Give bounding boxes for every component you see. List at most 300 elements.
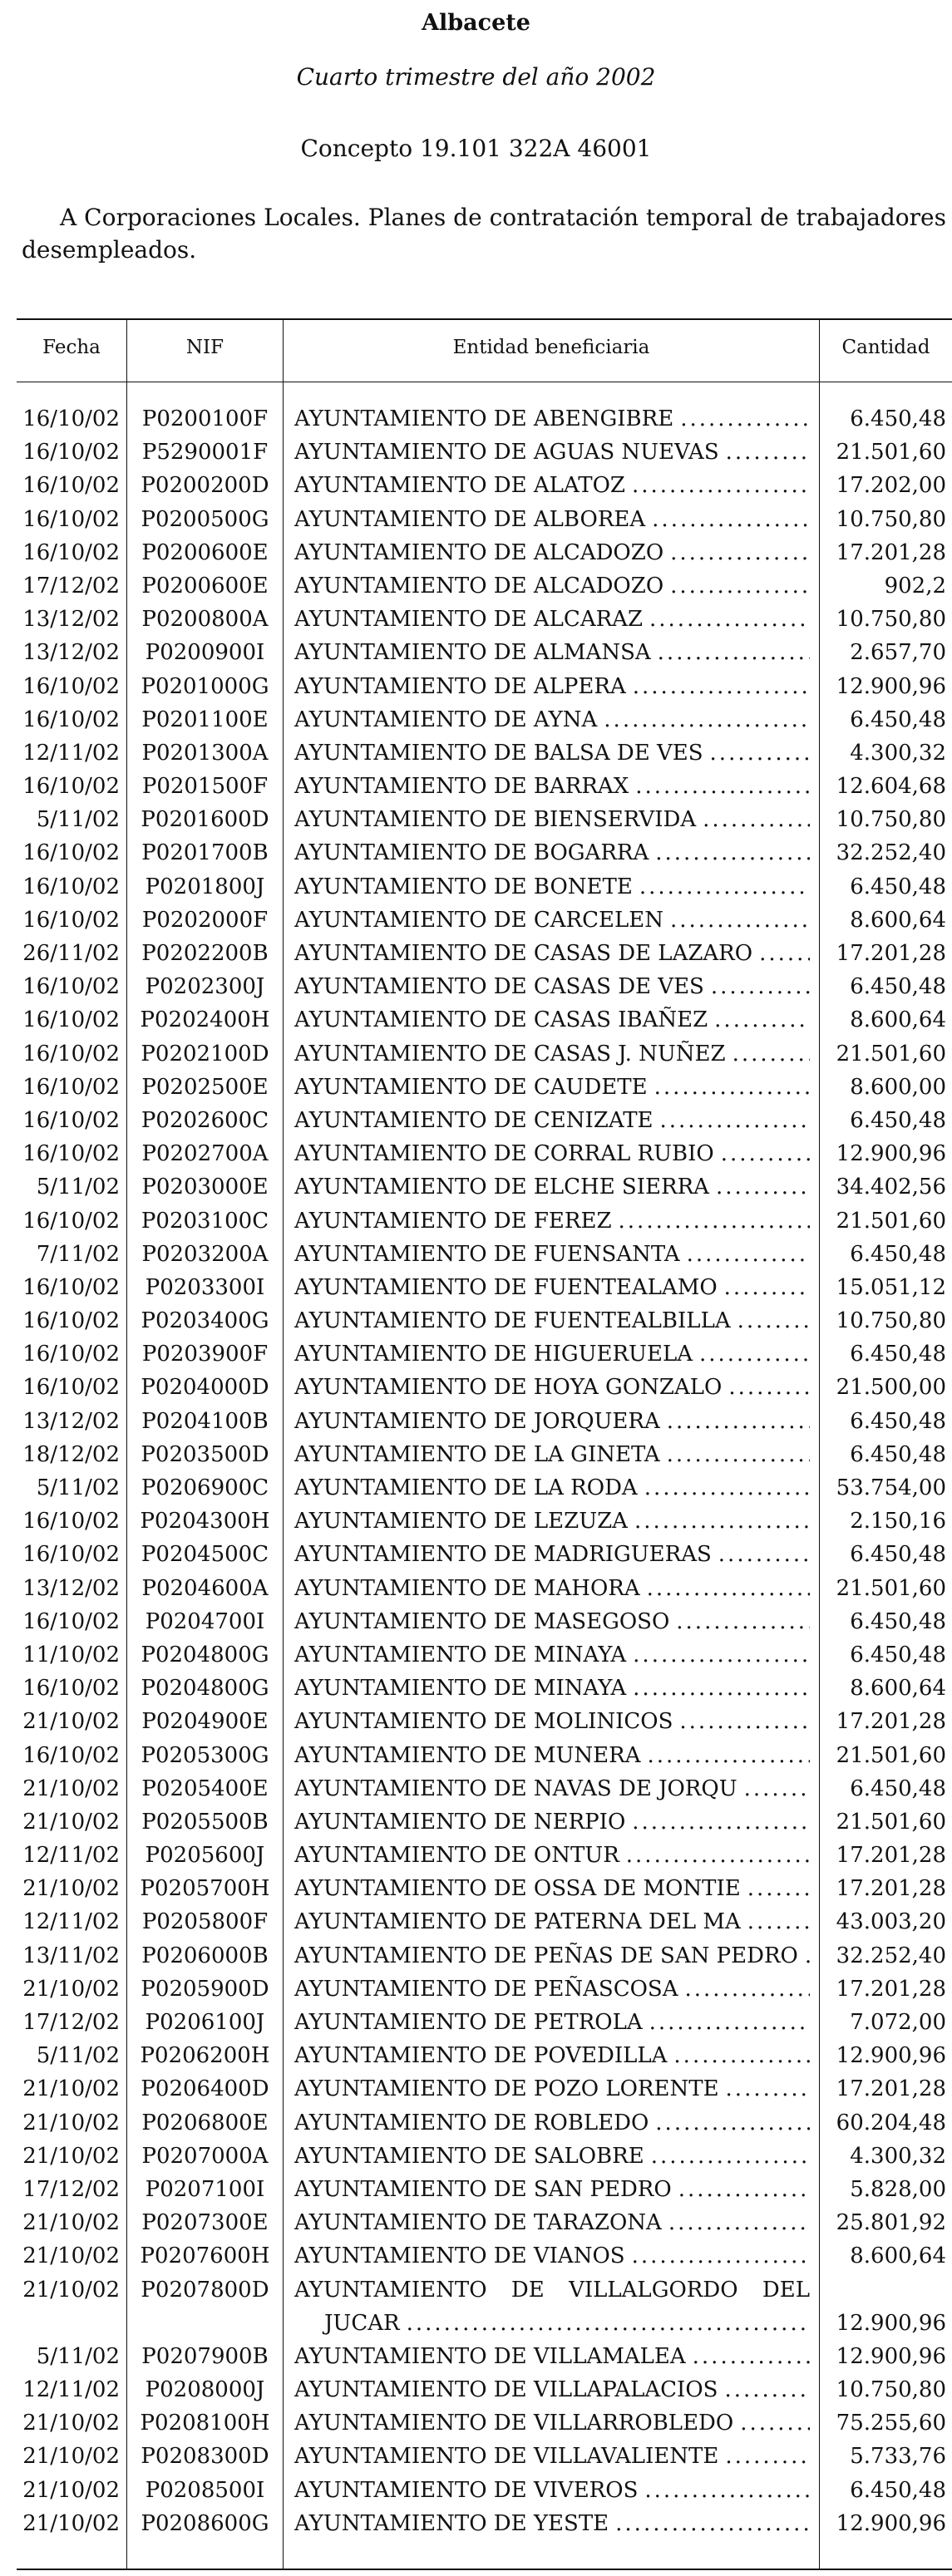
cell-nif: P0206800E — [141, 2110, 269, 2135]
cell-cantidad: 12.900,96 — [836, 2310, 946, 2336]
table-row — [0, 1104, 952, 1137]
leader-dots — [716, 1170, 810, 1204]
cell-nif: P0208300D — [141, 2444, 269, 2470]
cell-fecha: 21/10/02 — [22, 2143, 120, 2169]
cell-entidad: AYUNTAMIENTO DE FUENSANTA — [294, 1241, 680, 1267]
province-title: Albacete — [422, 10, 530, 36]
cell-cantidad: 60.204,48 — [836, 2110, 946, 2135]
cell-cantidad: 12.900,96 — [836, 1141, 946, 1167]
cell-entidad: AYUNTAMIENTO DE CARCELEN — [294, 907, 663, 933]
column-header-fecha: Fecha — [42, 337, 101, 358]
table-row — [0, 2106, 952, 2140]
cell-cantidad: 6.450,48 — [850, 707, 946, 732]
leader-dots — [725, 2440, 810, 2473]
leader-dots — [632, 2239, 810, 2273]
cell-nif: P0203500D — [141, 1441, 269, 1467]
leader-dots — [721, 1137, 810, 1170]
cell-fecha: 12/11/02 — [22, 2377, 120, 2403]
cell-nif: P0208600G — [141, 2510, 269, 2536]
table-row — [0, 1238, 952, 1271]
table-bottom-rule — [17, 2569, 952, 2570]
leader-dots — [693, 2340, 810, 2373]
cell-nif: P0206000B — [141, 1943, 269, 1968]
cell-nif: P0207000A — [141, 2143, 269, 2169]
cell-cantidad: 34.402,56 — [836, 1175, 946, 1200]
cell-cantidad: 10.750,80 — [836, 506, 946, 532]
cell-entidad: AYUNTAMIENTO DE LEZUZA — [294, 1509, 628, 1534]
cell-entidad: AYUNTAMIENTO DE POZO LORENTE — [294, 2076, 719, 2102]
cell-entidad: AYUNTAMIENTO DE POVEDILLA — [294, 2043, 668, 2069]
cell-fecha: 21/10/02 — [22, 2244, 120, 2269]
leader-dots — [667, 1405, 810, 1438]
table-row — [0, 870, 952, 904]
table-row — [0, 1304, 952, 1337]
cell-fecha: 13/11/02 — [22, 1943, 120, 1968]
cell-nif: P0204500C — [141, 1542, 269, 1568]
cell-cantidad: 2.657,70 — [850, 640, 946, 666]
cell-cantidad: 6.450,48 — [850, 1776, 946, 1801]
cell-cantidad: 17.201,28 — [836, 1876, 946, 1902]
cell-cantidad: 21.500,00 — [836, 1375, 946, 1401]
table-top-rule — [17, 318, 952, 320]
table-row — [0, 2239, 952, 2273]
cell-fecha: 21/10/02 — [22, 2411, 120, 2436]
cell-fecha: 16/10/02 — [22, 473, 120, 499]
leader-dots — [649, 603, 810, 636]
cell-entidad: AYUNTAMIENTO DE MINAYA — [294, 1642, 627, 1667]
cell-cantidad: 6.450,48 — [850, 1241, 946, 1267]
cell-nif: P0206200H — [140, 2043, 270, 2069]
cell-fecha: 16/10/02 — [22, 440, 120, 465]
cell-entidad: AYUNTAMIENTO DE CASAS J. NUÑEZ — [294, 1041, 726, 1066]
cell-nif: P0208500I — [145, 2477, 265, 2503]
table-row — [0, 2206, 952, 2239]
cell-cantidad: 17.201,28 — [836, 941, 946, 966]
cell-fecha: 16/10/02 — [22, 1208, 120, 1234]
cell-fecha: 13/12/02 — [22, 1575, 120, 1601]
cell-cantidad: 53.754,00 — [836, 1475, 946, 1500]
cell-nif: P0206900C — [141, 1475, 269, 1500]
cell-entidad: AYUNTAMIENTO DE YESTE — [294, 2510, 609, 2536]
cell-cantidad: 5.828,00 — [850, 2176, 946, 2202]
cell-cantidad: 17.201,28 — [836, 1976, 946, 2002]
cell-cantidad: 21.501,60 — [836, 1809, 946, 1835]
cell-entidad: AYUNTAMIENTO DE SALOBRE — [294, 2143, 644, 2169]
table-row — [0, 569, 952, 603]
leader-dots — [744, 1772, 810, 1805]
cell-entidad: AYUNTAMIENTO DE MAHORA — [294, 1575, 640, 1601]
cell-fecha: 16/10/02 — [22, 1676, 120, 1702]
cell-entidad: AYUNTAMIENTO DE VILLAPALACIOS — [294, 2377, 718, 2403]
cell-entidad: AYUNTAMIENTO DE SAN PEDRO — [294, 2176, 672, 2202]
leader-dots — [805, 1939, 810, 1973]
cell-entidad: AYUNTAMIENTO DE VILLARROBLEDO — [294, 2411, 734, 2436]
leader-dots — [619, 1204, 810, 1238]
cell-nif: P0203300I — [145, 1274, 265, 1300]
cell-cantidad: 6.450,48 — [850, 1441, 946, 1467]
cell-entidad: AYUNTAMIENTO DE LA GINETA — [294, 1441, 660, 1467]
cell-entidad: AYUNTAMIENTO DE OSSA DE MONTIE — [294, 1876, 741, 1902]
cell-nif: P0201100E — [141, 707, 269, 732]
table-row — [0, 1003, 952, 1037]
cell-cantidad: 6.450,48 — [850, 2477, 946, 2503]
leader-dots — [634, 1505, 810, 1538]
cell-fecha: 5/11/02 — [36, 1475, 120, 1500]
table-row — [0, 1705, 952, 1738]
cell-nif: P0202300J — [145, 974, 265, 1000]
leader-dots — [759, 937, 810, 970]
cell-entidad: AYUNTAMIENTO DE ALBOREA — [294, 506, 646, 532]
cell-entidad: AYUNTAMIENTO DE CASAS IBAÑEZ — [294, 1007, 708, 1033]
table-row — [0, 1839, 952, 1872]
cell-fecha: 5/11/02 — [36, 2343, 120, 2369]
cell-fecha: 16/10/02 — [22, 506, 120, 532]
cell-nif: P0202700A — [141, 1141, 269, 1167]
cell-entidad: AYUNTAMIENTO DE VIVEROS — [294, 2477, 639, 2503]
cell-nif: P0207100I — [145, 2176, 265, 2202]
cell-fecha: 16/10/02 — [22, 1509, 120, 1534]
cell-fecha: 16/10/02 — [22, 1007, 120, 1033]
period-subtitle: Cuarto trimestre del año 2002 — [296, 63, 656, 91]
leader-dots — [648, 1739, 811, 1772]
cell-nif: P0200800A — [141, 607, 269, 633]
cell-nif: P0200900I — [145, 640, 265, 666]
leader-dots — [670, 569, 810, 603]
cell-cantidad: 4.300,32 — [850, 2143, 946, 2169]
table-row — [0, 1371, 952, 1404]
cell-cantidad: 12.900,96 — [836, 2510, 946, 2536]
cell-entidad: AYUNTAMIENTO DE ALATOZ — [294, 473, 625, 499]
cell-cantidad: 43.003,20 — [836, 1909, 946, 1935]
cell-fecha: 16/10/02 — [22, 1274, 120, 1300]
cell-entidad: AYUNTAMIENTO DE HOYA GONZALO — [294, 1375, 723, 1401]
leader-dots — [670, 536, 810, 569]
cell-cantidad: 12.900,96 — [836, 673, 946, 699]
cell-entidad: AYUNTAMIENTO DE LA RODA — [294, 1475, 638, 1500]
leader-dots — [632, 1805, 810, 1839]
leader-dots — [652, 503, 810, 536]
cell-entidad: AYUNTAMIENTO DE CAUDETE — [294, 1074, 648, 1100]
leader-dots — [714, 1003, 810, 1037]
cell-entidad: AYUNTAMIENTO DE MADRIGUERAS — [294, 1542, 712, 1568]
cell-fecha: 17/12/02 — [22, 2010, 120, 2035]
leader-dots — [633, 1638, 810, 1672]
leader-dots — [407, 2307, 810, 2340]
cell-entidad: AYUNTAMIENTO DE PATERNA DEL MA — [294, 1909, 741, 1935]
cell-fecha: 16/10/02 — [22, 1308, 120, 1334]
cell-entidad: AYUNTAMIENTO DE PETROLA — [294, 2010, 643, 2035]
leader-dots — [667, 1438, 810, 1471]
table-row — [0, 1572, 952, 1605]
cell-entidad: AYUNTAMIENTO DE MOLINICOS — [294, 1709, 673, 1735]
cell-nif: P5290001F — [141, 440, 269, 465]
cell-entidad: AYUNTAMIENTO DE ROBLEDO — [294, 2110, 649, 2135]
cell-fecha: 16/10/02 — [22, 907, 120, 933]
cell-entidad: AYUNTAMIENTO DE AGUAS NUEVAS — [294, 440, 719, 465]
cell-cantidad: 6.450,48 — [850, 406, 946, 431]
cell-entidad: AYUNTAMIENTO DE CENIZATE — [294, 1107, 654, 1133]
cell-nif: P0202600C — [141, 1107, 269, 1133]
table-row — [0, 803, 952, 836]
cell-entidad: AYUNTAMIENTO DE ELCHE SIERRA — [294, 1175, 709, 1200]
leader-dots — [724, 2373, 810, 2406]
cell-fecha: 16/10/02 — [22, 774, 120, 800]
table-row — [0, 536, 952, 569]
cell-cantidad: 21.501,60 — [836, 1041, 946, 1066]
cell-cantidad: 25.801,92 — [836, 2210, 946, 2236]
table-row — [0, 2440, 952, 2473]
cell-fecha: 21/10/02 — [22, 2277, 120, 2303]
cell-nif: P0206400D — [141, 2076, 269, 2102]
table-row — [0, 1271, 952, 1304]
cell-fecha: 16/10/02 — [22, 1542, 120, 1568]
cell-cantidad: 12.900,96 — [836, 2343, 946, 2369]
cell-entidad: AYUNTAMIENTO DE BOGARRA — [294, 840, 649, 866]
cell-cantidad: 8.600,00 — [850, 1074, 946, 1100]
cell-entidad: AYUNTAMIENTO DE BALSA DE VES — [294, 740, 703, 766]
table-row — [0, 1037, 952, 1071]
leader-dots — [703, 803, 810, 836]
leader-dots — [670, 904, 810, 937]
cell-entidad: AYUNTAMIENTO DE BONETE — [294, 874, 633, 899]
cell-fecha: 12/11/02 — [22, 1843, 120, 1869]
cell-fecha: 11/10/02 — [22, 1642, 120, 1667]
table-row — [0, 937, 952, 970]
cell-fecha: 5/11/02 — [36, 807, 120, 833]
table-row — [0, 1672, 952, 1705]
leader-dots — [699, 1337, 810, 1371]
leader-dots — [726, 436, 810, 469]
intro-paragraph: A Corporaciones Locales. Planes de contratación temporal de trabajadores desempleados. — [22, 204, 946, 264]
cell-entidad: AYUNTAMIENTO DE VILLAVALIENTE — [294, 2444, 719, 2470]
leader-dots — [644, 1471, 810, 1505]
leader-dots — [676, 1605, 810, 1638]
cell-nif: P0201500F — [141, 774, 269, 800]
leader-dots — [726, 2072, 810, 2106]
table-row — [0, 770, 952, 803]
cell-cantidad: 6.450,48 — [850, 1107, 946, 1133]
cell-nif: P0200200D — [141, 473, 269, 499]
cell-nif: P0200600E — [141, 539, 269, 565]
cell-fecha: 17/12/02 — [22, 2176, 120, 2202]
cell-entidad: AYUNTAMIENTO DE PEÑAS DE SAN PEDRO — [294, 1943, 798, 1968]
cell-cantidad: 7.072,00 — [850, 2010, 946, 2035]
cell-cantidad: 2.150,16 — [850, 1509, 946, 1534]
cell-entidad: AYUNTAMIENTO DE BARRAX — [294, 774, 629, 800]
cell-nif: P0204000D — [141, 1375, 269, 1401]
table-row — [0, 2072, 952, 2106]
leader-dots — [680, 402, 810, 436]
cell-cantidad: 32.252,40 — [836, 1943, 946, 1968]
cell-entidad: AYUNTAMIENTO DE AYNA — [294, 707, 598, 732]
cell-cantidad: 17.201,28 — [836, 539, 946, 565]
table-row — [0, 904, 952, 937]
table-row — [0, 1772, 952, 1805]
cell-fecha: 21/10/02 — [22, 2076, 120, 2102]
cell-cantidad: 10.750,80 — [836, 807, 946, 833]
table-row — [0, 636, 952, 669]
leader-dots — [740, 2406, 810, 2440]
cell-nif: P0205900D — [141, 1976, 269, 2002]
leader-dots — [649, 2006, 810, 2039]
table-row — [0, 2507, 952, 2540]
cell-entidad: AYUNTAMIENTO DE ONTUR — [294, 1843, 619, 1869]
cell-nif: P0204700I — [145, 1608, 265, 1634]
column-header-cantidad: Cantidad — [841, 337, 930, 358]
table-body — [0, 402, 952, 2540]
cell-cantidad: 6.450,48 — [850, 1642, 946, 1667]
cell-nif: P0201800J — [145, 874, 265, 899]
table-row — [0, 1438, 952, 1471]
leader-dots — [655, 836, 810, 869]
cell-entidad: AYUNTAMIENTO DE MASEGOSO — [294, 1608, 670, 1634]
cell-entidad: AYUNTAMIENTO DE CASAS DE VES — [294, 974, 704, 1000]
cell-entidad: AYUNTAMIENTO DE FEREZ — [294, 1208, 612, 1234]
cell-fecha: 21/10/02 — [22, 1709, 120, 1735]
cell-entidad: AYUNTAMIENTO DE JORQUERA — [294, 1408, 660, 1434]
cell-fecha: 16/10/02 — [22, 673, 120, 699]
cell-nif: P0203900F — [141, 1342, 269, 1367]
table-row — [0, 1071, 952, 1104]
leader-dots — [626, 1839, 810, 1872]
cell-cantidad: 8.600,64 — [850, 2244, 946, 2269]
cell-fecha: 17/12/02 — [22, 573, 120, 598]
table-row — [0, 1204, 952, 1238]
cell-fecha: 16/10/02 — [22, 1041, 120, 1066]
cell-fecha: 16/10/02 — [22, 1742, 120, 1768]
cell-nif: P0200100F — [141, 406, 269, 431]
cell-nif: P0205500B — [141, 1809, 269, 1835]
table-row — [0, 1939, 952, 1973]
leader-dots — [687, 1238, 810, 1271]
cell-nif: P0205300G — [141, 1742, 269, 1768]
cell-cantidad: 6.450,48 — [850, 1608, 946, 1634]
cell-entidad: AYUNTAMIENTO DE ABENGIBRE — [294, 406, 674, 431]
cell-nif: P0201300A — [141, 740, 269, 766]
leader-dots — [658, 636, 810, 669]
table-row — [0, 503, 952, 536]
cell-fecha: 12/11/02 — [22, 1909, 120, 1935]
cell-fecha: 21/10/02 — [22, 2477, 120, 2503]
leader-dots — [639, 870, 810, 904]
cell-fecha: 26/11/02 — [22, 941, 120, 966]
table-row — [0, 2006, 952, 2039]
cell-nif: P0204100B — [141, 1408, 269, 1434]
table-row — [0, 670, 952, 703]
cell-fecha: 16/10/02 — [22, 840, 120, 866]
leader-dots — [615, 2507, 810, 2540]
cell-cantidad: 8.600,64 — [850, 907, 946, 933]
cell-cantidad: 15.051,12 — [836, 1274, 946, 1300]
leader-dots — [660, 1104, 810, 1137]
cell-entidad: AYUNTAMIENTO DE FUENTEALAMO — [294, 1274, 718, 1300]
cell-nif: P0204900E — [141, 1709, 269, 1735]
cell-nif: P0203400G — [141, 1308, 269, 1334]
leader-dots — [711, 970, 810, 1003]
table-row — [0, 1605, 952, 1638]
cell-entidad: AYUNTAMIENTO DE ALPERA — [294, 673, 626, 699]
cell-fecha: 21/10/02 — [22, 2444, 120, 2470]
cell-cantidad: 902,2 — [884, 573, 946, 598]
cell-cantidad: 6.450,48 — [850, 974, 946, 1000]
table-row — [0, 736, 952, 770]
table-row — [0, 1471, 952, 1505]
cell-cantidad: 10.750,80 — [836, 1308, 946, 1334]
cell-nif: P0200600E — [141, 573, 269, 598]
cell-fecha: 16/10/02 — [22, 1074, 120, 1100]
cell-cantidad: 8.600,64 — [850, 1007, 946, 1033]
cell-nif: P0207800D — [141, 2277, 269, 2303]
cell-nif: P0202100D — [141, 1041, 269, 1066]
cell-nif: P0205600J — [145, 1843, 265, 1869]
table-row — [0, 1638, 952, 1672]
leader-dots — [685, 1973, 811, 2006]
cell-entidad: AYUNTAMIENTO DE ALMANSA — [294, 640, 651, 666]
cell-entidad: AYUNTAMIENTO DE BIENSERVIDA — [294, 807, 697, 833]
leader-dots — [747, 1905, 810, 1938]
cell-nif: P0208000J — [145, 2377, 265, 2403]
cell-fecha: 16/10/02 — [22, 974, 120, 1000]
table-row — [0, 2373, 952, 2406]
cell-nif: P0207600H — [140, 2244, 270, 2269]
cell-fecha: 5/11/02 — [36, 2043, 120, 2069]
cell-fecha: 16/10/02 — [22, 1107, 120, 1133]
cell-cantidad: 6.450,48 — [850, 1342, 946, 1367]
leader-dots — [724, 1271, 810, 1304]
table-row — [0, 1538, 952, 1571]
cell-fecha: 21/10/02 — [22, 1776, 120, 1801]
cell-cantidad: 10.750,80 — [836, 607, 946, 633]
cell-fecha: 21/10/02 — [22, 1976, 120, 2002]
table-row — [0, 2140, 952, 2173]
cell-cantidad: 17.202,00 — [836, 473, 946, 499]
cell-cantidad: 17.201,28 — [836, 1843, 946, 1869]
leader-dots — [644, 2474, 810, 2507]
cell-nif: P0208100H — [140, 2411, 270, 2436]
leader-dots — [737, 1304, 810, 1337]
table-row — [0, 2039, 952, 2072]
cell-nif: P0204600A — [141, 1575, 269, 1601]
cell-fecha: 12/11/02 — [22, 740, 120, 766]
cell-fecha: 16/10/02 — [22, 1608, 120, 1634]
cell-nif: P0201000G — [141, 673, 269, 699]
table-row — [0, 1137, 952, 1170]
cell-fecha: 21/10/02 — [22, 2210, 120, 2236]
cell-entidad: AYUNTAMIENTO DE HIGUERUELA — [294, 1342, 693, 1367]
cell-nif: P0204800G — [141, 1642, 269, 1667]
leader-dots — [668, 2206, 810, 2239]
cell-fecha: 16/10/02 — [22, 707, 120, 732]
table-row — [0, 1170, 952, 1204]
leader-dots — [633, 670, 810, 703]
table-row — [0, 703, 952, 736]
cell-fecha: 21/10/02 — [22, 2110, 120, 2135]
table-row — [0, 469, 952, 502]
cell-cantidad: 75.255,60 — [836, 2411, 946, 2436]
cell-nif: P0207900B — [141, 2343, 269, 2369]
cell-entidad: AYUNTAMIENTO DE TARAZONA — [294, 2210, 662, 2236]
cell-fecha: 16/10/02 — [22, 874, 120, 899]
cell-nif: P0205400E — [141, 1776, 269, 1801]
cell-fecha: 13/12/02 — [22, 1408, 120, 1434]
table-row — [0, 836, 952, 869]
cell-nif: P0202000F — [141, 907, 269, 933]
cell-entidad: AYUNTAMIENTO DE ALCARAZ — [294, 607, 644, 633]
column-header-entidad: Entidad beneficiaria — [452, 337, 650, 358]
cell-fecha: 21/10/02 — [22, 1876, 120, 1902]
cell-nif: P0205700H — [140, 1876, 270, 1902]
cell-entidad: AYUNTAMIENTO DE CORRAL RUBIO — [294, 1141, 714, 1167]
